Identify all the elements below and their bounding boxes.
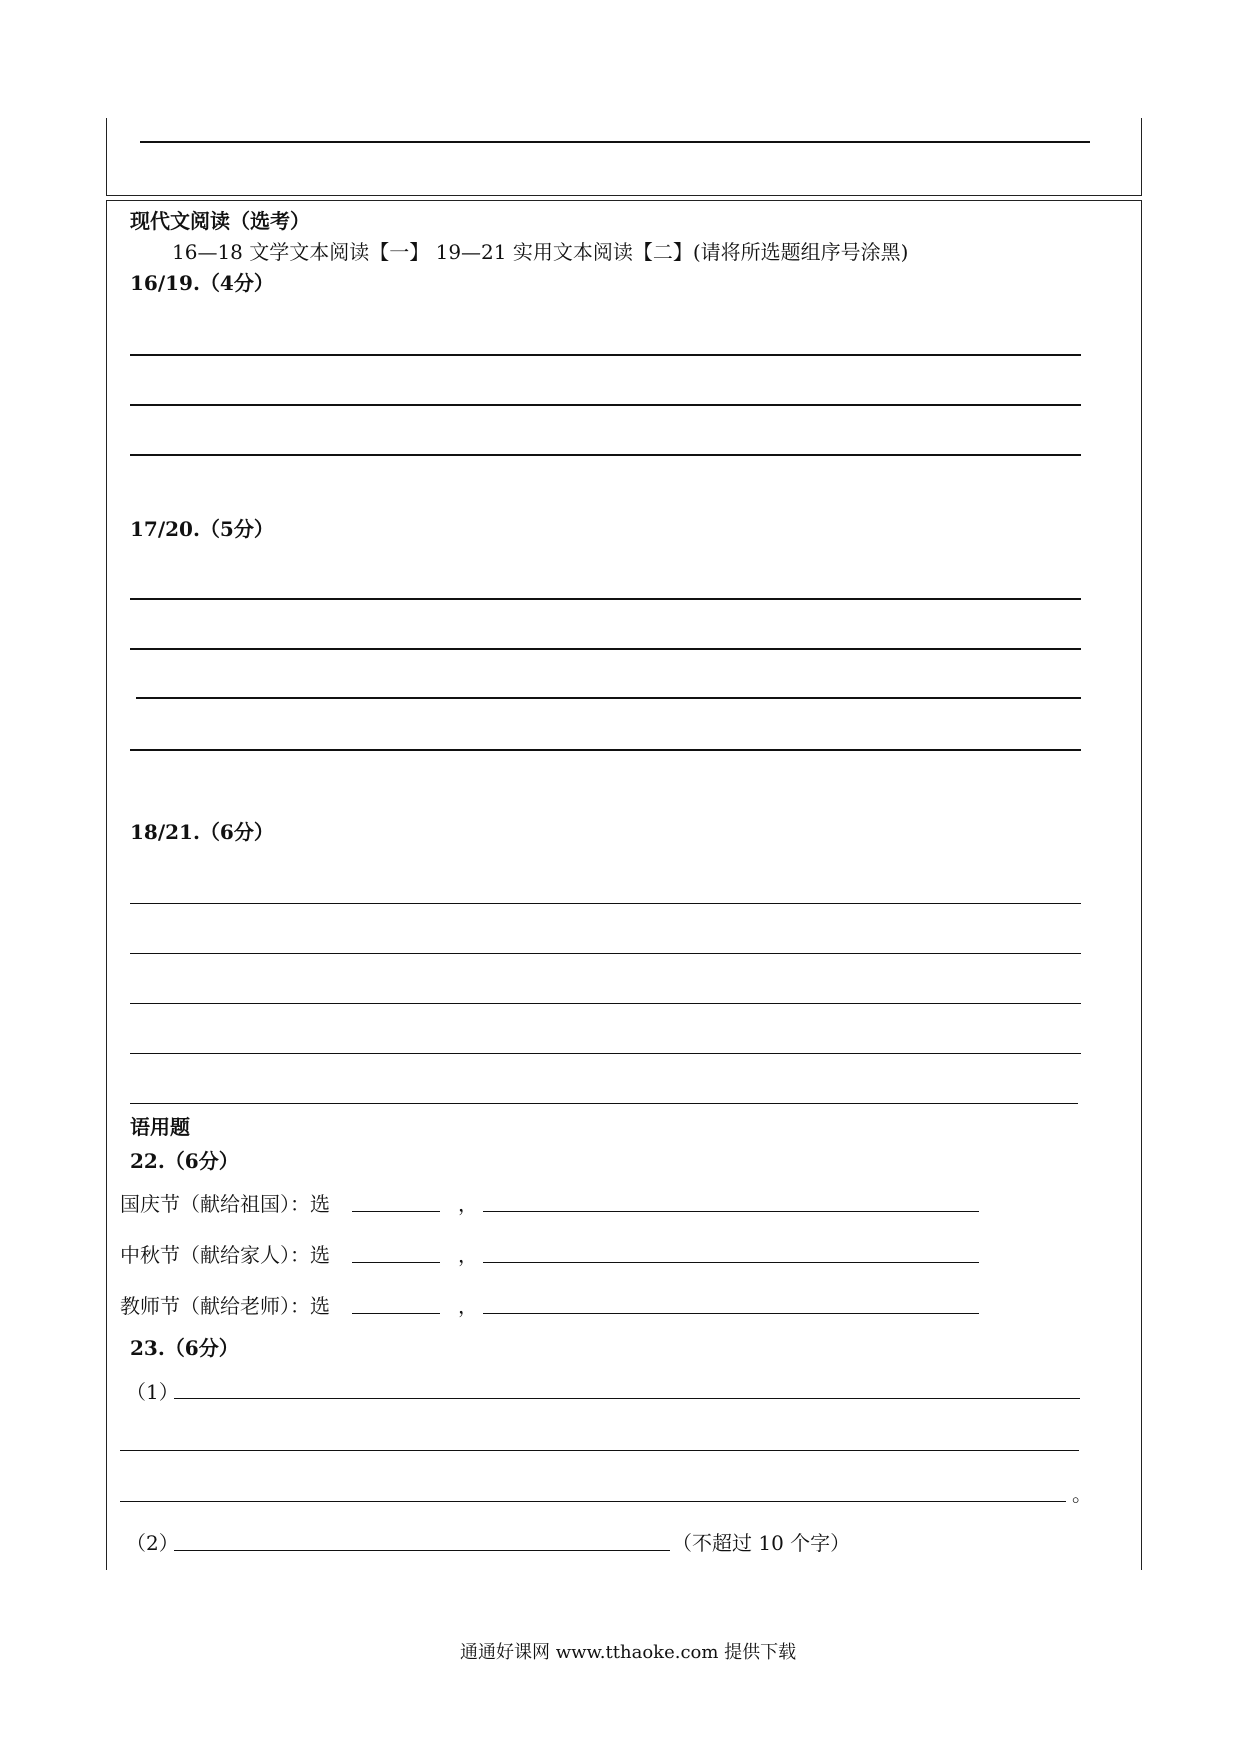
frame-divider-top bbox=[106, 195, 1142, 196]
q23-part2-line[interactable] bbox=[174, 1550, 670, 1551]
question-label-18-21: 18/21.（6分） bbox=[130, 820, 274, 844]
q22-row-prefix: 教师节（献给老师）：选 bbox=[120, 1294, 330, 1318]
answer-line[interactable] bbox=[130, 648, 1081, 650]
question-label-17-20: 17/20.（5分） bbox=[130, 517, 274, 541]
q23-part1-line[interactable] bbox=[174, 1398, 1080, 1399]
answer-line[interactable] bbox=[130, 598, 1081, 600]
section-heading-modern-reading: 现代文阅读（选考） bbox=[130, 209, 310, 233]
q23-part1-marker: （1） bbox=[126, 1380, 179, 1404]
frame-left-top bbox=[106, 118, 107, 196]
q22-choice-blank[interactable] bbox=[352, 1211, 440, 1212]
question-label-22: 22.（6分） bbox=[130, 1149, 239, 1173]
frame-left-main bbox=[106, 200, 107, 1570]
q23-part1-line[interactable] bbox=[120, 1450, 1079, 1451]
answer-line[interactable] bbox=[130, 1003, 1081, 1004]
answer-line[interactable] bbox=[130, 953, 1081, 954]
answer-line[interactable] bbox=[130, 354, 1081, 356]
answer-line[interactable] bbox=[130, 1053, 1081, 1054]
frame-right-top bbox=[1141, 118, 1142, 196]
q23-end-mark: 。 bbox=[1072, 1482, 1092, 1506]
q22-row-prefix: 国庆节（献给祖国）：选 bbox=[120, 1192, 330, 1216]
answer-line[interactable] bbox=[130, 749, 1081, 751]
question-label-23: 23.（6分） bbox=[130, 1336, 239, 1360]
q22-answer-blank[interactable] bbox=[483, 1262, 979, 1263]
frame-divider-second bbox=[106, 200, 1142, 201]
answer-line[interactable] bbox=[136, 697, 1081, 699]
q22-choice-blank[interactable] bbox=[352, 1262, 440, 1263]
answer-line-prev bbox=[140, 141, 1090, 143]
q22-separator: ， bbox=[458, 1192, 478, 1216]
answer-line[interactable] bbox=[130, 454, 1081, 456]
q22-choice-blank[interactable] bbox=[352, 1313, 440, 1314]
q23-part2-marker: （2） bbox=[126, 1531, 179, 1555]
q23-part1-line[interactable] bbox=[120, 1501, 1066, 1502]
q22-separator: ， bbox=[458, 1294, 478, 1318]
section-heading-language-use: 语用题 bbox=[130, 1115, 190, 1139]
answer-line[interactable] bbox=[130, 903, 1081, 904]
frame-right-main bbox=[1141, 200, 1142, 1570]
question-label-16-19: 16/19.（4分） bbox=[130, 271, 274, 295]
q22-answer-blank[interactable] bbox=[483, 1313, 979, 1314]
q23-part2-note: （不超过 10 个字） bbox=[672, 1531, 851, 1555]
answer-line[interactable] bbox=[130, 1103, 1078, 1104]
q22-separator: ， bbox=[458, 1243, 478, 1267]
answer-line[interactable] bbox=[130, 404, 1081, 406]
group-selection-instruction: 16—18 文学文本阅读【一】 19—21 实用文本阅读【二】(请将所选题组序号涂黑) bbox=[172, 240, 909, 264]
q22-row-prefix: 中秋节（献给家人）：选 bbox=[120, 1243, 330, 1267]
footer-text: 通通好课网 www.tthaoke.com 提供下载 bbox=[460, 1642, 797, 1663]
q22-answer-blank[interactable] bbox=[483, 1211, 979, 1212]
